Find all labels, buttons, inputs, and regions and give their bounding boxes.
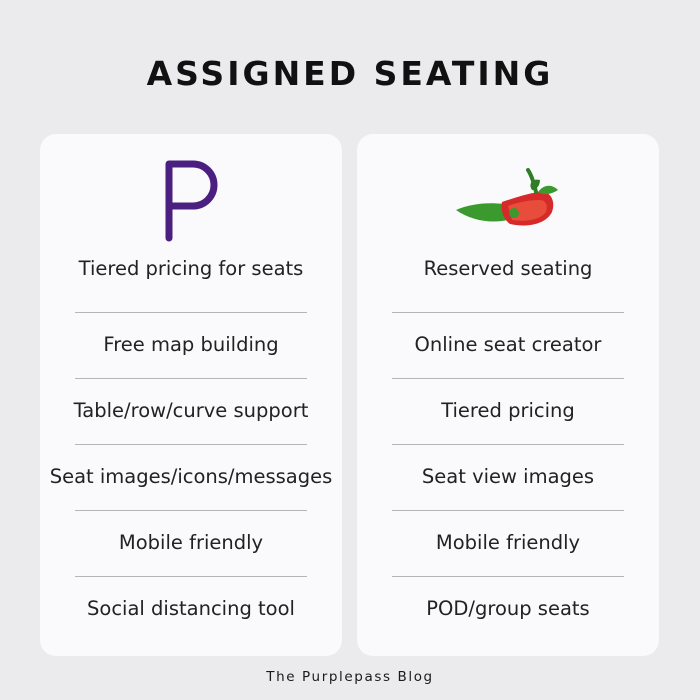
list-item: Mobile friendly [357,510,659,576]
competitor-feature-list [357,246,659,642]
competitor-card [357,134,659,656]
competitor-logo [357,154,659,244]
list-item: Table/row/curve support [40,378,342,444]
chili-pepper-logo-icon [448,154,568,244]
list-item: Tiered pricing [357,378,659,444]
list-item: Reserved seating [423,257,593,280]
list-item: Seat images/icons/messages [40,444,342,510]
list-item: Tiered pricing for seats [78,257,304,280]
list-item: Free map building [40,312,342,378]
list-item: Mobile friendly [40,510,342,576]
purplepass-card [40,134,342,656]
list-item: Seat view images [357,444,659,510]
list-item: Online seat creator [357,312,659,378]
purplepass-p-logo-icon [156,154,226,244]
page-title: ASSIGNED SEATING [146,54,554,93]
footer-credit: The Purplepass Blog [266,669,434,685]
purplepass-feature-list [40,246,342,642]
list-item: POD/group seats [357,576,659,642]
list-item: Social distancing tool [40,576,342,642]
purplepass-logo [40,154,342,244]
